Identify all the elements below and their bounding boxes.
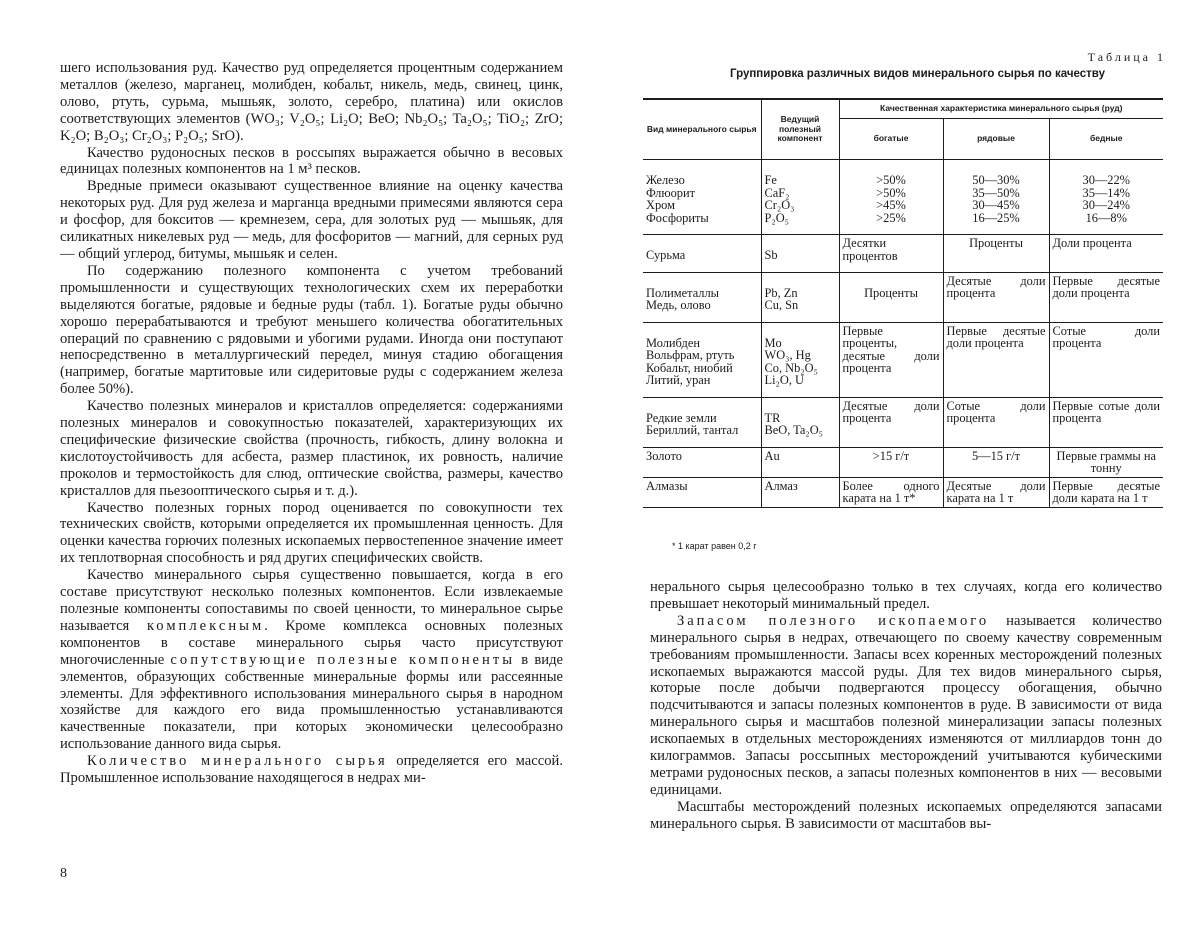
header-component: Ведущий полезный компонент <box>761 99 839 160</box>
table-row <box>643 160 1163 235</box>
cell-rich: Более одного карата на 1 т* <box>839 477 943 507</box>
table-row <box>643 477 1163 507</box>
table-label: Таблица 1 <box>1087 50 1166 64</box>
cell-poor: Первые десятые доли карата на 1 т <box>1049 477 1163 507</box>
table-row <box>643 272 1163 322</box>
cell-type: Железо Флюорит Хром Фосфориты <box>646 173 709 225</box>
paragraph: Качество полезных горных пород оценивается по совокупности тех технических свойств, которыми определяется их промышленная ценность. Для оценки качества горючих полезных ископаемых первостепенное значение имеет их теплотворная способность и ряд других специфических свойств. <box>60 499 563 567</box>
cell-ordinary: Первые десятые доли процента <box>943 322 1049 397</box>
header-poor: бедные <box>1049 119 1163 160</box>
cell-poor: Сотые доли процента <box>1049 322 1163 397</box>
cell-rich: >15 г/т <box>839 447 943 477</box>
cell-type: Сурьма <box>643 235 761 273</box>
mineral-quality-table <box>643 98 1163 508</box>
paragraph: Качество минерального сырья существенно повышается, когда в его составе присутствуют несколько полезных компонентов. Если извлекаемые полезные компоненты сопоставимы по своей ценности, то минеральное сырье называется комплексным. Кроме комплекса основных полезных компонентов в составе минерального сырья часто присутствуют многочисленные сопутствующие полезные компоненты в виде элементов, образующих собственные минеральные формы или рассеянные элементы. Для эффективного использования минерального сырья в народном хозяйстве для каждого его вида промышленностью устанавливаются качественные показатели, при которых экономически целесообразно использование данного вида сырья. <box>60 567 563 753</box>
paragraph: Количество минерального сырья определяется его массой. Промышленное использование находящегося в недрах ми- <box>60 753 563 787</box>
table-row <box>643 397 1163 447</box>
cell-poor: 30—22% 35—14% 30—24% 16—8% <box>1049 160 1163 235</box>
cell-rich: Первые проценты, десятые доли процента <box>839 322 943 397</box>
paragraph: Масштабы месторождений полезных ископаемых определяются запасами минерального сырья. В зависимости от масштабов вы- <box>650 798 1162 832</box>
table-row <box>643 322 1163 397</box>
paragraph: Запасом полезного ископаемого называется количество минерального сырья в недрах, отвечающего по своему качеству современным требованиям промышленности. Запасы всех коренных месторождений полезных ископаемых выражаются массой руды. Для тех видов минерального сырья, которые после добычи подвергаются процессу обогащения, обычно подсчитываются и запасы полезных компонентов в руде. В зависимости от вида минерального сырья и масштабов полезной минерализации запасы полезных ископаемых в отдельных месторождениях изменяются от миллиардов тонн до килограммов. Запасы россыпных месторождений учитываются кубическими метрами рудоносных песков, а запасы полезных компонентов в них — весовыми единицами. <box>650 612 1162 798</box>
cell-type: Алмазы <box>643 477 761 507</box>
right-page <box>600 0 1200 927</box>
table-row <box>643 447 1163 477</box>
right-page-text <box>650 579 1162 833</box>
cell-component: Pb, Zn Cu, Sn <box>761 272 839 322</box>
cell-ordinary: Проценты <box>943 235 1049 273</box>
cell-rich: Десятые доли процента <box>839 397 943 447</box>
cell-ordinary: Десятые доли карата на 1 т <box>943 477 1049 507</box>
paragraph: нерального сырья целесообразно только в тех случаях, когда его количество превышает некоторый минимальный предел. <box>650 579 1162 612</box>
cell-ordinary: Сотые доли процента <box>943 397 1049 447</box>
cell-rich: Десятки процентов <box>839 235 943 273</box>
header-ordinary: рядовые <box>943 119 1049 160</box>
cell-type: Редкие земли Бериллий, тантал <box>643 397 761 447</box>
cell-type: Золото <box>643 447 761 477</box>
table-footnote: * 1 карат равен 0,2 г <box>672 541 757 551</box>
table-row <box>643 235 1163 273</box>
cell-ordinary: 50—30% 35—50% 30—45% 16—25% <box>943 160 1049 235</box>
cell-rich: Проценты <box>839 272 943 322</box>
page-number: 8 <box>60 866 67 881</box>
cell-component: Алмаз <box>761 477 839 507</box>
table-title: Группировка различных видов минерального сырья по качеству <box>730 68 1105 80</box>
cell-poor: Первые десятые доли процента <box>1049 272 1163 322</box>
paragraph: По содержанию полезного компонента с учетом требований промышленности и существующих технологических схем их переработки выделяются богатые, рядовые и бедные руды (табл. 1). Богатые руды обычно хорошо перерабатываются и требуют меньшего количества обогатительных операций по сравнению с рядовыми и убогими рудами. Иногда они поступают непосредственно в металлургический передел, минуя стадию обогащения (например, богатые мартитовые или сидеритовые руды с содержанием железа более 50%). <box>60 262 563 398</box>
cell-component: Sb <box>761 235 839 273</box>
cell-component: Au <box>761 447 839 477</box>
cell-poor: Первые граммы на тонну <box>1049 447 1163 477</box>
paragraph: Вредные примеси оказывают существенное влияние на оценку качества некоторых руд. Для руд железа и марганца вредными примесями являются сера и фосфор, для бокситов — кремнезем, сера, для золотых руд — мышьяк, для силикатных никелевых руд — медь, для фосфоритов — магний, для серных руд — общий углерод, битумы, мышьяк и селен. <box>60 178 563 262</box>
cell-poor: Доли процента <box>1049 235 1163 273</box>
cell-component: Fe CaF₂ Cr₂O₃ P₂O₅ <box>761 160 839 235</box>
cell-ordinary: 5—15 г/т <box>943 447 1049 477</box>
header-type: Вид минерального сырья <box>643 99 761 160</box>
cell-type: Полиметаллы Медь, олово <box>643 272 761 322</box>
left-page-text <box>60 60 563 787</box>
header-quality-group: Качественная характеристика минерального сырья (руд) <box>839 99 1163 119</box>
paragraph: Качество полезных минералов и кристаллов определяется: содержаниями полезных минералов и совокупностью показателей, характеризующих их специфические физические свойства (прочность, гибкость, длину волокна и кислотоустойчивость для асбеста, размер пластинок, их ровность, наличие проколов и термостойкость для слюд, оптические свойства, размеры, качество кристаллов для пьезооптического сырья и т. д.). <box>60 398 563 499</box>
cell-ordinary: Десятые доли процента <box>943 272 1049 322</box>
cell-rich: >50% >50% >45% >25% <box>839 160 943 235</box>
paragraph: Качество рудоносных песков в россыпях выражается обычно в весовых единицах полезных компонентов на 1 м³ песков. <box>60 144 563 178</box>
cell-component: TR BeO, Ta₂O₅ <box>761 397 839 447</box>
cell-component: Mo WO₃, Hg Co, Nb₂O₅ Li₂O, U <box>761 322 839 397</box>
header-rich: богатые <box>839 119 943 160</box>
paragraph: шего использования руд. Качество руд определяется процентным содержанием металлов (железо, марганец, молибден, кобальт, никель, медь, свинец, цинк, олово, ртуть, сурьма, мышьяк, золото, серебро, платина) или окислов соответствующих элементов (WO₃; V₂O₅; Li₂O; BeO; Nb₂O₅; Ta₂O₅; TiO₂; ZrO; K₂O; B₂O₃; Cr₂O₃; P₂O₅; SrO). <box>60 60 563 144</box>
cell-type: Молибден Вольфрам, ртуть Кобальт, ниобий Литий, уран <box>643 322 761 397</box>
cell-poor: Первые сотые доли процента <box>1049 397 1163 447</box>
